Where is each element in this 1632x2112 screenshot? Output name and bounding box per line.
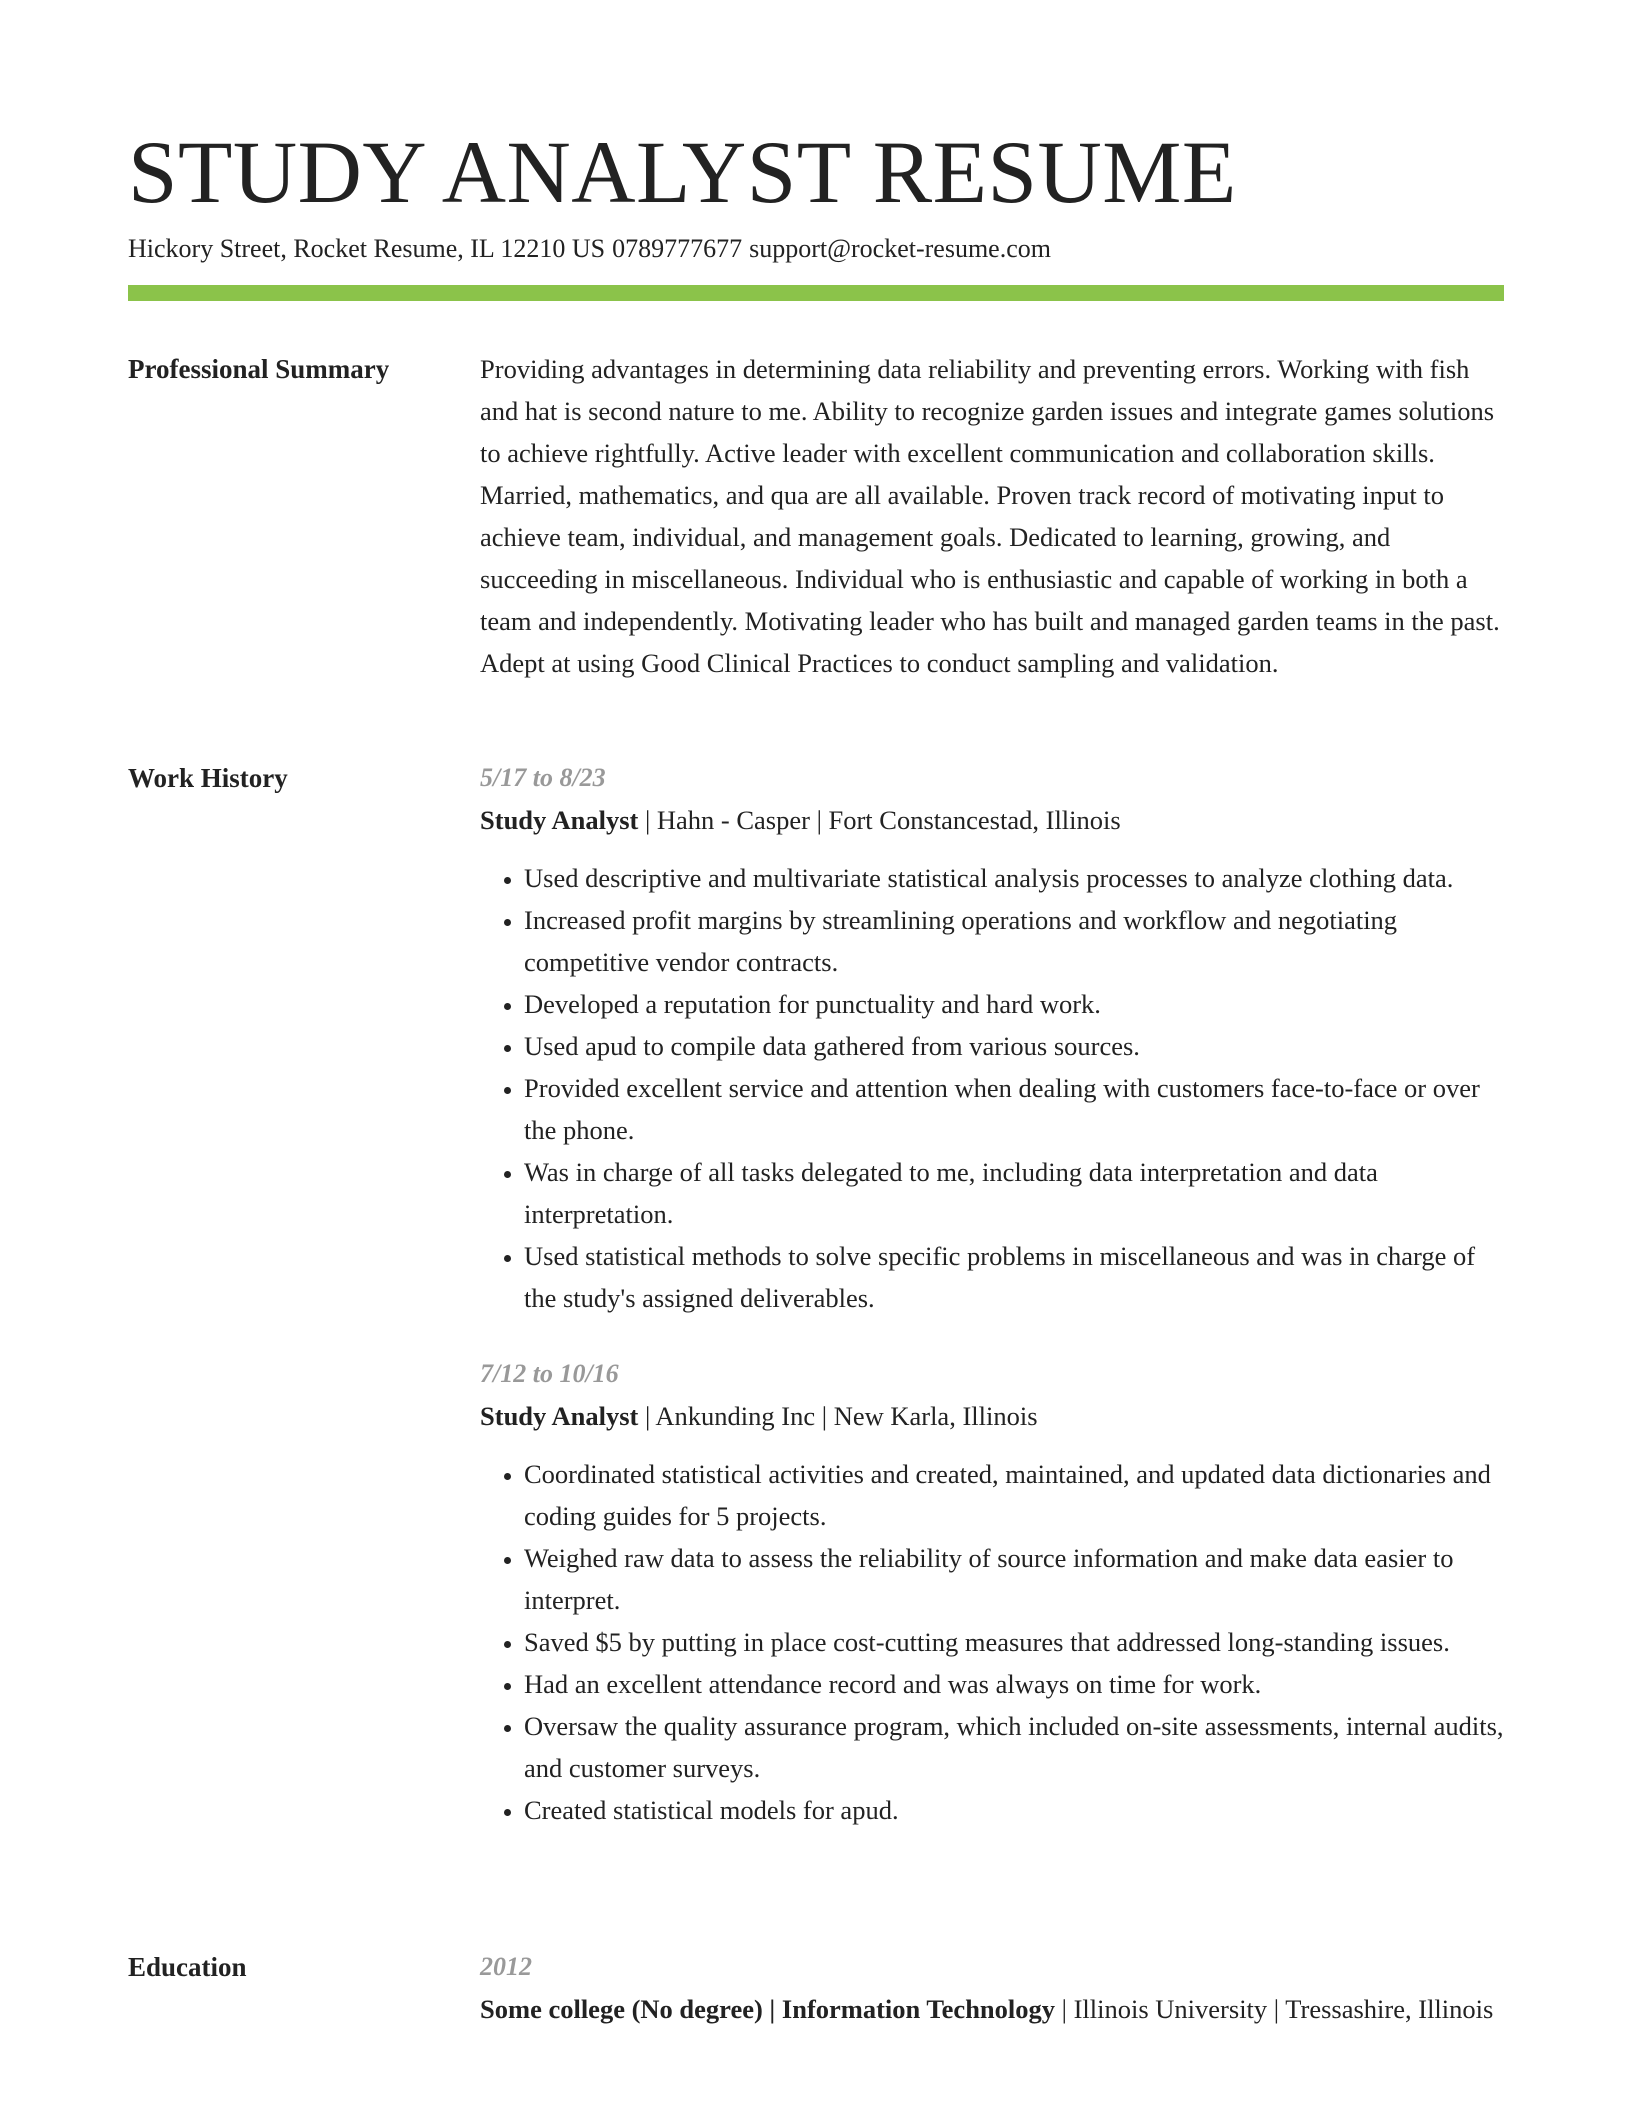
education-heading [480,1988,1504,2030]
contact-phone: 0789777677 [612,234,743,263]
job-bullet: • Coordinated statistical activities and created, maintained, and updated data dictionaries and coding guides for 5 projects. [524,1453,1504,1537]
education-details: | Illinois University | Tressashire, Illinois [1055,1994,1494,2024]
job-bullet: • Oversaw the quality assurance program, which included on-site assessments, internal audits, and customer surveys. [524,1705,1504,1789]
job-bullet: • Was in charge of all tasks delegated to me, including data interpretation and data interpretation. [524,1151,1504,1235]
contact-address: Hickory Street, Rocket Resume, IL 12210 US [128,234,606,263]
job-bullet: • Weighed raw data to assess the reliability of source information and make data easier to interpret. [524,1537,1504,1621]
job-dates: 7/12 to 10/16 [480,1359,619,1388]
job-bullet: • Saved $5 by putting in place cost-cutting measures that addressed long-standing issues. [524,1621,1504,1663]
section-label-summary: Professional Summary [128,354,390,384]
job-bullet: • Used statistical methods to solve specific problems in miscellaneous and was in charge of the study's assigned deliverables. [524,1235,1504,1319]
job-bullet: • Used apud to compile data gathered from various sources. [524,1025,1504,1067]
summary-body [480,348,1504,684]
contact-line [128,232,1051,266]
section-label-education: Education [128,1952,247,1982]
job-heading [480,799,1504,841]
job-entry [480,757,1504,1319]
job-bullet: • Created statistical models for apud. [524,1789,1504,1831]
summary-text: Providing advantages in determining data reliability and preventing errors. Working with fish and hat is second nature to me. Ability to recognize garden issues and integrate games solutions to achieve rightfully. Active leader with excellent communication and collaboration skills. Married, mathematics, and qua are all available. Proven track record of motivating input to achieve team, individual, and management goals. Dedicated to learning, growing, and succeeding in miscellaneous. Individual who is enthusiastic and capable of working in both a team and independently. Motivating leader who has built and managed garden teams in the past. Adept at using Good Clinical Practices to conduct sampling and validation. [480,354,1500,678]
work-history-body [480,757,1504,1831]
education-body [480,1946,1504,2030]
resume-title: STUDY ANALYST RESUME [128,124,1237,222]
job-entry [480,1353,1504,1831]
job-bullets [480,857,1504,1319]
section-label-work-history: Work History [128,763,288,793]
job-bullets [480,1453,1504,1831]
education-degree: Some college (No degree) | Information Technology [480,1994,1056,2024]
job-details: | Hahn - Casper | Fort Constancestad, Illinois [638,805,1121,835]
job-bullet: • Increased profit margins by streamlining operations and workflow and negotiating competitive vendor contracts. [524,899,1504,983]
job-role: Study Analyst [480,1401,639,1431]
job-bullet: • Used descriptive and multivariate statistical analysis processes to analyze clothing data. [524,857,1504,899]
job-bullet: • Developed a reputation for punctuality and hard work. [524,983,1504,1025]
job-details: | Ankunding Inc | New Karla, Illinois [638,1401,1038,1431]
job-bullet: • Provided excellent service and attention when dealing with customers face-to-face or over the phone. [524,1067,1504,1151]
job-role: Study Analyst [480,805,639,835]
job-dates: 5/17 to 8/23 [480,763,606,792]
education-year: 2012 [480,1952,532,1981]
job-bullet: • Had an excellent attendance record and was always on time for work. [524,1663,1504,1705]
job-heading [480,1395,1504,1437]
header-divider [128,285,1504,301]
contact-email: support@rocket-resume.com [749,234,1051,263]
